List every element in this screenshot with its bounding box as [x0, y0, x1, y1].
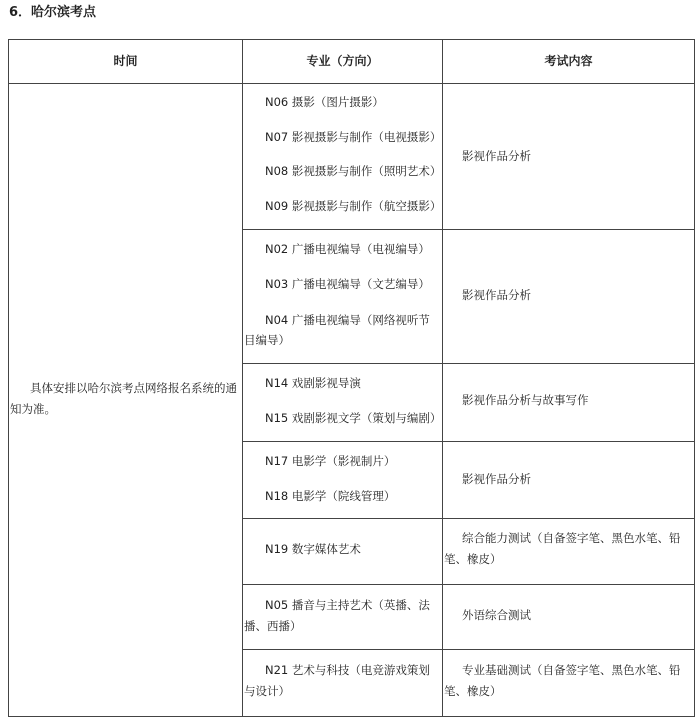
column-divider: [242, 40, 243, 716]
exam-content: 影视作品分析与故事写作: [462, 393, 589, 407]
major-cell: [244, 375, 442, 444]
major-item: N03 广播电视编导（文艺编导）: [265, 276, 430, 291]
major-item: N15 戏剧影视文学（策划与编剧）: [265, 410, 442, 425]
time-cell: 具体安排以哈尔滨考点网络报名系统的通知为准。: [10, 381, 237, 416]
major-item: N09 影视摄影与制作（航空摄影）: [265, 198, 442, 213]
row-divider: [242, 363, 694, 364]
exam-cell: [444, 285, 692, 306]
major-item: N14 戏剧影视导演: [265, 376, 361, 390]
section-title: 6．哈尔滨考点: [9, 5, 97, 20]
row-divider: [242, 584, 694, 585]
major-item: N07 影视摄影与制作（电视摄影）: [265, 129, 442, 144]
header-time: 时间: [113, 54, 138, 68]
major-item: N18 电影学（院线管理）: [265, 488, 396, 503]
major-item: N08 影视摄影与制作（照明艺术）: [265, 164, 442, 178]
exam-content: 影视作品分析: [462, 149, 531, 163]
major-item: N02 广播电视编导（电视编导）: [265, 242, 430, 256]
exam-content: 影视作品分析: [462, 288, 531, 302]
major-item: N05 播音与主持艺术（英播、法播、西播）: [244, 598, 430, 633]
major-item: N21 艺术与科技（电竞游戏策划与设计）: [244, 663, 430, 698]
exam-cell: [444, 146, 692, 167]
major-item: N04 广播电视编导（网络视听节目编导）: [244, 313, 430, 347]
header-divider: [9, 83, 694, 84]
exam-cell: [444, 605, 692, 626]
header-major: 专业（方向）: [306, 54, 379, 68]
exam-content: 综合能力测试（自备签字笔、黑色水笔、铅笔、橡皮）: [444, 531, 681, 566]
exam-content: 外语综合测试: [462, 608, 531, 622]
major-item: N17 电影学（影视制片）: [265, 454, 396, 468]
major-cell: [244, 453, 442, 522]
major-cell: [244, 541, 442, 576]
column-divider: [442, 40, 443, 716]
major-item: N06 摄影（图片摄影）: [265, 95, 384, 109]
exam-cell: [444, 469, 692, 490]
major-cell: [244, 94, 442, 232]
major-cell: [244, 241, 442, 310]
exam-cell: [444, 390, 692, 411]
header-exam: 考试内容: [544, 54, 593, 68]
exam-content: 专业基础测试（自备签字笔、黑色水笔、铅笔、橡皮）: [444, 663, 681, 698]
major-item: N19 数字媒体艺术: [265, 542, 361, 556]
row-divider: [242, 649, 694, 650]
exam-schedule-table: [8, 39, 695, 717]
exam-content: 影视作品分析: [462, 472, 531, 486]
